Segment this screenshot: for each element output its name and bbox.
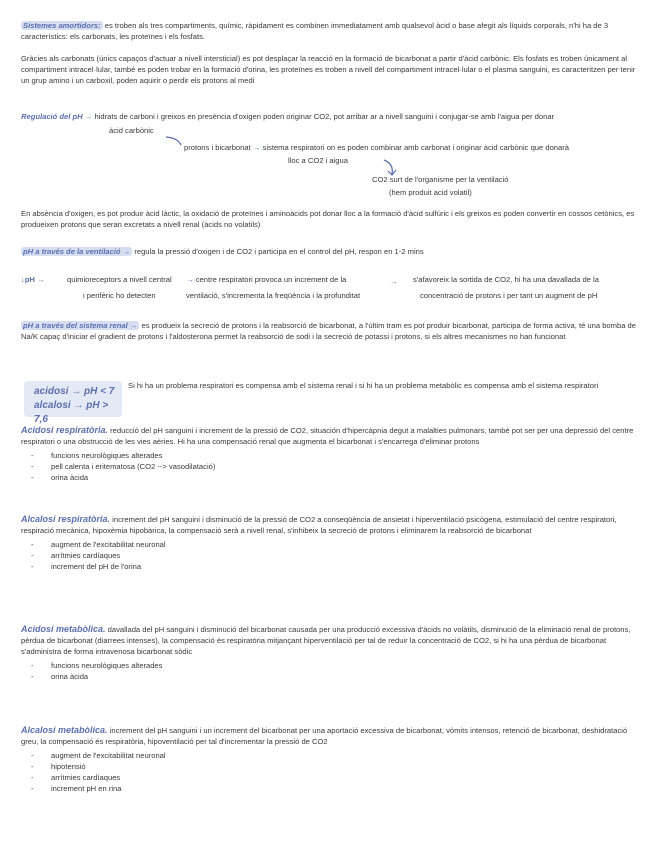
ventilacio-text: regula la pressió d'oxigen i de CO2 i participa en el control del pH, respon en 1-2 mins [134, 247, 424, 256]
section-alcalosi-metabolica [21, 725, 643, 794]
section-acidosi-metabolica [21, 624, 643, 682]
regulacio-text-2b: lloc a CO2 i aigua [288, 156, 348, 165]
ph-down-label: ↓pH [21, 275, 35, 284]
ventilacio-line [21, 246, 424, 257]
protons-bicarbonat: protons i bicarbonat [184, 143, 251, 152]
alcalosi-met-list [21, 750, 643, 794]
list-item: - orina àcida [21, 472, 643, 483]
arrow-icon: → [252, 143, 261, 152]
acidosi-met-list [21, 660, 643, 682]
curved-arrow-icon [166, 137, 181, 145]
list-item: - increment pH en rina [21, 783, 643, 794]
list-item: - funcions neurològiques alterades [21, 660, 643, 671]
arrow-icon: → [84, 112, 93, 121]
heading-ventilacio: pH a través de la ventilació → [23, 247, 131, 256]
paragraph-renal [21, 320, 643, 342]
arrow-icon: → [37, 275, 45, 284]
list-item: - arrítmies cardíaques [21, 550, 643, 561]
alcalosi-resp-list [21, 539, 643, 572]
regulacio-co2: CO2 surt de l'organisme per la ventilació [372, 175, 509, 184]
alcalosi-met-paragraph: Alcalosi metabòlica. increment del pH sanguini i un increment del bicarbonat per una aportació excessiva de bicarbonat, vòmits intensos, retenció de bicarbonat, deshidratació greu, la compensació és respiratòria, hipoventilació per tal d'incrementar la pressió de CO2 [21, 725, 628, 746]
compensation-note: Si hi ha un problema respiratori es compensa amb el sistema renal i si hi ha un problema metabòlic es compensa amb el sistema respiratori [128, 381, 599, 390]
heading-sistemes-amortidors: Sistemes amortidors: [23, 21, 101, 30]
list-item: - increment del pH de l'orina [21, 561, 643, 572]
list-item: - orina àcida [21, 671, 643, 682]
list-item: - arrítmies cardíaques [21, 772, 643, 783]
quimio-b1: → centre respiratori provoca un increment de la [186, 275, 347, 284]
acidosi-range: acidosi → pH < 7 [34, 386, 115, 397]
section-alcalosi-respiratoria [21, 514, 643, 572]
quimio-arrow3 [390, 276, 398, 287]
list-item: - hipotensió [21, 761, 643, 772]
regulacio-volatil: (hem produit acid volatil) [389, 188, 472, 197]
alcalosi-resp-paragraph: Alcalosi respiratòria. increment del pH sanguini i disminució de la pressió de CO2 a conseqüència de ansietat i hiperventilació psicògena, estimulació del centre respiratori, respiració mecànica, hipoxèmia hipobàrica, la compensació serà a nivell renal, s'inhibeix la secreció de protons i eliminarem la reabsorció de bicarbonat [21, 514, 617, 535]
list-item: - augment de l'excitabilitat neuronal [21, 539, 643, 550]
sistemes-text-2: Gràcies als carbonats (únics capaços d'actuar a nivell intersticial) es pot desplaçar la reacció en la formació de bicarbonat a partir d'àcid carbònic. Els fosfats es troben únicament al compartiment intracel·lular, també es poden trobar en la formació d'orina, les proteïnes es troben a nivell del compartiment intracel·lular o el plasma sanguini, es caracteritzen per tenir un grup amino i un carboxil, poden aquirir o perdir els protons al medi [21, 54, 636, 85]
quimio-a2: i perifèric ho detecten [83, 291, 156, 300]
ph-range-note [24, 381, 122, 425]
regulacio-text-1: hidrats de carboni i greixos en presència d'oxigen poden originar CO2, pot arribar ar a nivell sanguini i conjugar-se amb l'aigua per donar [94, 112, 555, 121]
heading-acidosi-respiratoria: Acidosi respiratòria. [21, 425, 109, 435]
quimio-a1: quimioreceptors a nivell central [67, 275, 172, 284]
section-acidosi-respiratoria [21, 425, 643, 483]
acidosi-resp-paragraph: Acidosi respiratòria. reducció del pH sanguini i increment de la pressió de CO2, situación d'hipercàpnia degut a malalties pulmonars, també pot ser per una depressió del centre respiratori o una obstrucció de les vies aèries. Hi ha una compensació renal que augmenta el bicarbonat i s'encarrega d'eliminar protons [21, 425, 634, 446]
list-item: - augment de l'excitabilitat neuronal [21, 750, 643, 761]
acidosi-resp-list [21, 450, 643, 483]
paragraph-absencia: En absència d'oxigen, es pot produir àcid làctic, la oxidació de proteïnes i aminoàcids pot donar lloc a la formació d'àcid sulfúric i els greixos es poden convertir en cossos cetònics, es produeixen protons que seran excretats a nivell renal (àcids no volatils) [21, 209, 635, 229]
arrow-icon: → [390, 277, 398, 286]
regulacio-text-1b: àcid carbònic [109, 126, 154, 135]
regulacio-text-2: sistema respiratori on es poden combinar amb carbonat i originar àcid carbònic que donarà [262, 143, 569, 152]
arrow-icon: → [186, 275, 194, 284]
quimio-b2: ventilació, s'incrementa la freqüència i la profunditat [186, 291, 361, 300]
list-item: - funcions neurològiques alterades [21, 450, 643, 461]
heading-acidosi-metabolica: Acidosi metabòlica. [21, 624, 106, 634]
acidosi-met-paragraph: Acidosi metabòlica. davallada del pH sanguini i disminució del bicarbonat causada per una producció excessiva d'àcids no volàtils, disminució de la eliminació renal de protons, pèrdua de bicarbonat (diarrees intenses), la compensació és respiratòria mitjançant hiperventilació per tal de reduir la concentració de CO2, si hi ha una pèrdua de bicarbonat s'administra de forma intravenosa bicarbonat sòdic [21, 624, 631, 656]
quimio-c2: concentració de protons i per tant un augment de pH [420, 291, 598, 300]
renal-text: es produeix la secreció de protons i la reabsorció de bicarbonat, a l'últim tram es pot produir bicarbonat, participa de forma activa, té una bomba de Na/K capaç d'iniciar el gradient de protons i l'aldosterona permet la reabsorció de sodi i la secreció de potassi i protons, si els altres mecanismes no han funcionat [21, 321, 636, 341]
list-item: - pell calenta i eritematosa (CO2 --> vasodilatació) [21, 461, 643, 472]
heading-alcalosi-respiratoria: Alcalosi respiratòria. [21, 514, 111, 524]
quimio-start [21, 274, 45, 285]
heading-regulacio-ph: Regulació del pH [21, 112, 83, 121]
quimio-c1: s'afavoreix la sortida de CO2, hi ha una davallada de la [413, 275, 599, 284]
heading-renal: pH a través del sistema renal → [23, 321, 138, 330]
alcalosi-range: alcalosi → pH > 7,6 [34, 400, 109, 425]
sistemes-text-1: es troben als tres compartiments, químic, ràpidament es combinen immediatament amb qualsevol àcid o base afegit als líquids corporals, n'hi ha de 3 característics: els carbonats, les proteïnes i els fosfats. [21, 21, 609, 41]
heading-alcalosi-metabolica: Alcalosi metabòlica. [21, 725, 108, 735]
